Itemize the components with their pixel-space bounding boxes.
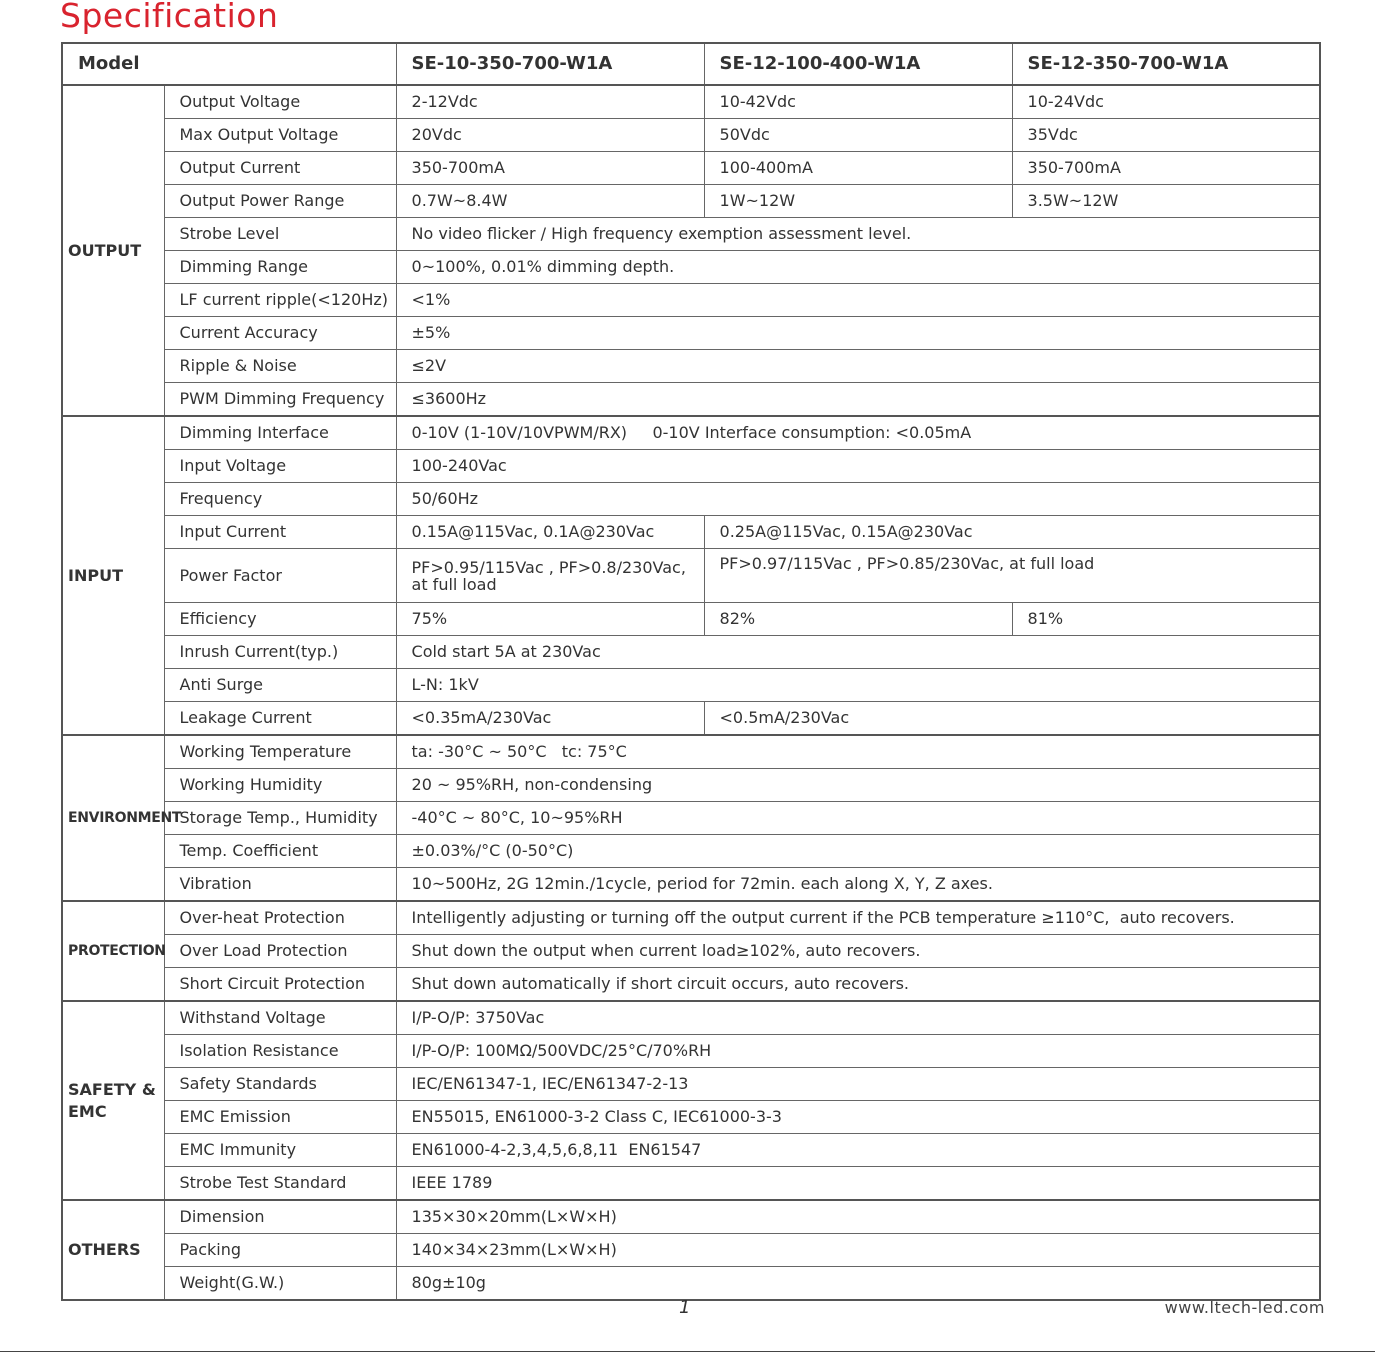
section-label-safety-emc: SAFETY & EMC [62,1001,164,1200]
param-value: 20 ~ 95%RH, non-condensing [396,769,1320,802]
environment-section [62,735,1320,901]
param-label: Isolation Resistance [164,1035,396,1068]
param-value: 0-10V (1-10V/10VPWM/RX) 0-10V Interface consumption: <0.05mA [396,416,1320,450]
section-label-others: OTHERS [62,1200,164,1300]
param-value: 50Vdc [704,119,1012,152]
param-label: Input Current [164,516,396,549]
table-row [62,735,1320,769]
param-label: Withstand Voltage [164,1001,396,1035]
table-row [62,152,1320,185]
param-value: 140×34×23mm(L×W×H) [396,1234,1320,1267]
table-row [62,1101,1320,1134]
param-value: 2-12Vdc [396,85,704,119]
table-row [62,185,1320,218]
param-value: EN61000-4-2,3,4,5,6,8,11 EN61547 [396,1134,1320,1167]
param-label: Frequency [164,483,396,516]
param-value: 20Vdc [396,119,704,152]
table-row [62,483,1320,516]
table-row [62,669,1320,702]
table-row [62,251,1320,284]
table-row [62,516,1320,549]
table-row [62,1267,1320,1301]
table-row [62,218,1320,251]
param-label: Temp. Coefficient [164,835,396,868]
param-label: Dimming Range [164,251,396,284]
param-value: 75% [396,603,704,636]
param-label: Strobe Test Standard [164,1167,396,1201]
table-row [62,603,1320,636]
param-value: Shut down automatically if short circuit occurs, auto recovers. [396,968,1320,1002]
param-value: <0.35mA/230Vac [396,702,704,736]
param-value: 35Vdc [1012,119,1320,152]
param-value: ≤3600Hz [396,383,1320,417]
param-value: 0.7W~8.4W [396,185,704,218]
param-value: ±5% [396,317,1320,350]
protection-section [62,901,1320,1001]
param-label: Over Load Protection [164,935,396,968]
param-label: Anti Surge [164,669,396,702]
param-label: Output Power Range [164,185,396,218]
param-label: Efficiency [164,603,396,636]
param-value: ±0.03%/°C (0-50°C) [396,835,1320,868]
param-value: <0.5mA/230Vac [704,702,1320,736]
specification-table [61,42,1321,1301]
param-label: Safety Standards [164,1068,396,1101]
section-label-input: INPUT [62,416,164,735]
param-label: Short Circuit Protection [164,968,396,1002]
param-value: I/P-O/P: 100MΩ/500VDC/25°C/70%RH [396,1035,1320,1068]
table-row [62,868,1320,902]
table-row [62,802,1320,835]
param-label: Dimension [164,1200,396,1234]
param-value: 350-700mA [1012,152,1320,185]
table-row [62,85,1320,119]
param-label: Working Temperature [164,735,396,769]
model-header: Model [62,43,396,85]
param-value: IEC/EN61347-1, IEC/EN61347-2-13 [396,1068,1320,1101]
param-label: Packing [164,1234,396,1267]
param-label: Output Current [164,152,396,185]
table-row [62,549,1320,603]
param-value: 0.25A@115Vac, 0.15A@230Vac [704,516,1320,549]
table-header-row [62,43,1320,85]
section-label-environment: ENVIRONMENT [62,735,164,901]
output-section [62,85,1320,416]
param-label: Power Factor [164,549,396,603]
param-label: Weight(G.W.) [164,1267,396,1301]
param-value: 10~500Hz, 2G 12min./1cycle, period for 72min. each along X, Y, Z axes. [396,868,1320,902]
param-label: Max Output Voltage [164,119,396,152]
param-label: Strobe Level [164,218,396,251]
table-row [62,450,1320,483]
safety-emc-section [62,1001,1320,1200]
param-label: Leakage Current [164,702,396,736]
param-label: Inrush Current(typ.) [164,636,396,669]
table-row [62,1035,1320,1068]
table-row [62,769,1320,802]
param-label: Output Voltage [164,85,396,119]
param-value: <1% [396,284,1320,317]
param-value: IEEE 1789 [396,1167,1320,1201]
page-title: Specification [60,0,279,35]
param-value: 135×30×20mm(L×W×H) [396,1200,1320,1234]
input-section [62,416,1320,735]
others-section [62,1200,1320,1300]
param-value: -40°C ~ 80°C, 10~95%RH [396,802,1320,835]
footer-divider [0,1351,1375,1352]
table-row [62,835,1320,868]
param-value: 3.5W~12W [1012,185,1320,218]
param-label: Storage Temp., Humidity [164,802,396,835]
param-value: 0.15A@115Vac, 0.1A@230Vac [396,516,704,549]
table-row [62,1234,1320,1267]
param-label: EMC Emission [164,1101,396,1134]
param-label: Current Accuracy [164,317,396,350]
param-value: 80g±10g [396,1267,1320,1301]
table-row [62,1167,1320,1201]
table-row [62,901,1320,935]
section-label-protection: PROTECTION [62,901,164,1001]
table-row [62,1134,1320,1167]
table-row [62,416,1320,450]
param-value: Intelligently adjusting or turning off the output current if the PCB temperature ≥110°C, auto recovers. [396,901,1320,935]
param-value: ta: -30°C ~ 50°C tc: 75°C [396,735,1320,769]
param-value: 100-240Vac [396,450,1320,483]
param-label: LF current ripple(<120Hz) [164,284,396,317]
param-label: PWM Dimming Frequency [164,383,396,417]
param-value: 10-42Vdc [704,85,1012,119]
table-row [62,968,1320,1002]
param-label: Input Voltage [164,450,396,483]
model-2-header: SE-12-100-400-W1A [704,43,1012,85]
website-url: www.ltech-led.com [1164,1298,1325,1317]
param-value: L-N: 1kV [396,669,1320,702]
param-label: Dimming Interface [164,416,396,450]
param-label: EMC Immunity [164,1134,396,1167]
table-row [62,702,1320,736]
section-label-output: OUTPUT [62,85,164,416]
param-value: Shut down the output when current load≥102%, auto recovers. [396,935,1320,968]
table-row [62,1200,1320,1234]
param-value: ≤2V [396,350,1320,383]
param-label: Vibration [164,868,396,902]
param-label: Over-heat Protection [164,901,396,935]
page-number: 1 [679,1297,691,1318]
param-value: 0~100%, 0.01% dimming depth. [396,251,1320,284]
param-value: PF>0.95/115Vac , PF>0.8/230Vac, at full load [396,549,704,603]
table-row [62,317,1320,350]
table-row [62,284,1320,317]
param-value: 1W~12W [704,185,1012,218]
param-value: 50/60Hz [396,483,1320,516]
table-row [62,935,1320,968]
table-row [62,383,1320,417]
table-row [62,350,1320,383]
table-row [62,1001,1320,1035]
param-value: Cold start 5A at 230Vac [396,636,1320,669]
param-label: Ripple & Noise [164,350,396,383]
table-row [62,636,1320,669]
table-row [62,1068,1320,1101]
param-value: I/P-O/P: 3750Vac [396,1001,1320,1035]
table-row [62,119,1320,152]
param-value: PF>0.97/115Vac , PF>0.85/230Vac, at full load [704,549,1320,603]
param-value: 82% [704,603,1012,636]
model-1-header: SE-10-350-700-W1A [396,43,704,85]
param-value: 100-400mA [704,152,1012,185]
param-value: EN55015, EN61000-3-2 Class C, IEC61000-3-3 [396,1101,1320,1134]
param-value: 81% [1012,603,1320,636]
param-value: No video flicker / High frequency exemption assessment level. [396,218,1320,251]
param-value: 350-700mA [396,152,704,185]
model-3-header: SE-12-350-700-W1A [1012,43,1320,85]
param-value: 10-24Vdc [1012,85,1320,119]
param-label: Working Humidity [164,769,396,802]
